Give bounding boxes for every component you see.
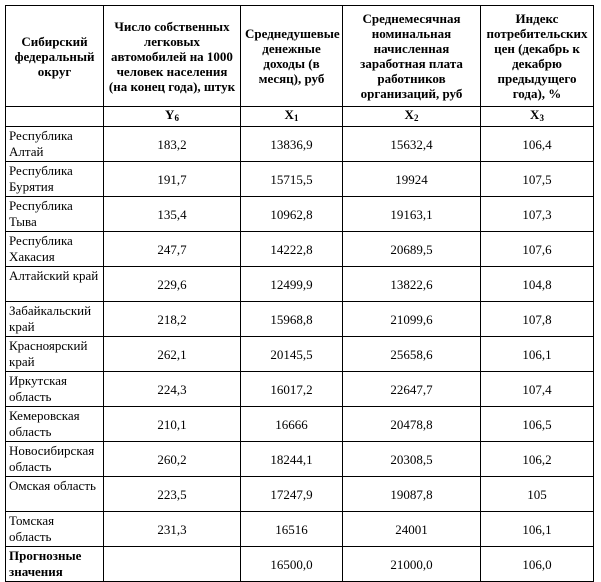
- income-value: 13836,9: [241, 127, 343, 162]
- table-row: [6, 512, 594, 547]
- region-name: Республика Алтай: [6, 127, 104, 162]
- region-name: Красноярский край: [6, 337, 104, 372]
- table-row: [6, 267, 594, 302]
- symbol-region: [6, 107, 104, 127]
- region-name: Забайкальский край: [6, 302, 104, 337]
- header-cars: Число собственных легковых автомобилей на 1000 человек населения (на конец года), штук: [104, 6, 241, 107]
- region-name: Омская область: [6, 477, 104, 512]
- header-salary: Среднемесячная номинальная начисленная заработная плата работников организаций, руб: [343, 6, 481, 107]
- income-value: 17247,9: [241, 477, 343, 512]
- cars-value: 210,1: [104, 407, 241, 442]
- cars-value: 247,7: [104, 232, 241, 267]
- forecast-cars-value: [104, 547, 241, 582]
- salary-value: 20689,5: [343, 232, 481, 267]
- cars-value: 135,4: [104, 197, 241, 232]
- salary-value: 22647,7: [343, 372, 481, 407]
- salary-value: 13822,6: [343, 267, 481, 302]
- table-row: [6, 162, 594, 197]
- table-row: [6, 372, 594, 407]
- symbol-x3: $X_3$: [481, 107, 594, 127]
- region-name: Республика Бурятия: [6, 162, 104, 197]
- header-income: Среднедушевые денежные доходы (в месяц), руб: [241, 6, 343, 107]
- salary-value: 24001: [343, 512, 481, 547]
- cars-value: 224,3: [104, 372, 241, 407]
- salary-value: 15632,4: [343, 127, 481, 162]
- cpi-value: 107,5: [481, 162, 594, 197]
- cars-value: 260,2: [104, 442, 241, 477]
- forecast-salary-value: 21000,0: [343, 547, 481, 582]
- header-row: [6, 6, 594, 107]
- forecast-label: Прогнозные значения: [6, 547, 104, 582]
- table-row: [6, 197, 594, 232]
- income-value: 10962,8: [241, 197, 343, 232]
- income-value: 16017,2: [241, 372, 343, 407]
- cars-value: 262,1: [104, 337, 241, 372]
- table-row: [6, 442, 594, 477]
- symbol-x2: $X_2$: [343, 107, 481, 127]
- region-name: Республика Хакасия: [6, 232, 104, 267]
- income-value: 18244,1: [241, 442, 343, 477]
- forecast-row: [6, 547, 594, 582]
- cpi-value: 107,8: [481, 302, 594, 337]
- cars-value: 229,6: [104, 267, 241, 302]
- salary-value: 19087,8: [343, 477, 481, 512]
- header-region: Сибирский федеральный округ: [6, 6, 104, 107]
- table-row: [6, 232, 594, 267]
- cpi-value: 106,2: [481, 442, 594, 477]
- cars-value: 223,5: [104, 477, 241, 512]
- region-name: Алтайский край: [6, 267, 104, 302]
- cpi-value: 107,3: [481, 197, 594, 232]
- table-row: [6, 127, 594, 162]
- income-value: 16516: [241, 512, 343, 547]
- region-name: Республика Тыва: [6, 197, 104, 232]
- cpi-value: 104,8: [481, 267, 594, 302]
- table-row: [6, 337, 594, 372]
- salary-value: 20308,5: [343, 442, 481, 477]
- symbol-y6: $Y_6$: [104, 107, 241, 127]
- cpi-value: 106,1: [481, 337, 594, 372]
- income-value: 14222,8: [241, 232, 343, 267]
- statistics-table: [5, 5, 594, 582]
- income-value: 15715,5: [241, 162, 343, 197]
- table-row: [6, 302, 594, 337]
- cars-value: 183,2: [104, 127, 241, 162]
- cpi-value: 105: [481, 477, 594, 512]
- cpi-value: 106,1: [481, 512, 594, 547]
- cars-value: 231,3: [104, 512, 241, 547]
- cpi-value: 106,4: [481, 127, 594, 162]
- region-name: Новосибирская область: [6, 442, 104, 477]
- symbol-x1: $X_1$: [241, 107, 343, 127]
- region-name: Иркутская область: [6, 372, 104, 407]
- symbol-row: [6, 107, 594, 127]
- income-value: 20145,5: [241, 337, 343, 372]
- salary-value: 25658,6: [343, 337, 481, 372]
- income-value: 15968,8: [241, 302, 343, 337]
- table-row: [6, 477, 594, 512]
- cpi-value: 107,4: [481, 372, 594, 407]
- cars-value: 218,2: [104, 302, 241, 337]
- salary-value: 21099,6: [343, 302, 481, 337]
- income-value: 12499,9: [241, 267, 343, 302]
- income-value: 16666: [241, 407, 343, 442]
- region-name: Томская область: [6, 512, 104, 547]
- forecast-income-value: 16500,0: [241, 547, 343, 582]
- cpi-value: 107,6: [481, 232, 594, 267]
- table-row: [6, 407, 594, 442]
- region-name: Кемеровская область: [6, 407, 104, 442]
- salary-value: 20478,8: [343, 407, 481, 442]
- forecast-cpi-value: 106,0: [481, 547, 594, 582]
- salary-value: 19163,1: [343, 197, 481, 232]
- cpi-value: 106,5: [481, 407, 594, 442]
- salary-value: 19924: [343, 162, 481, 197]
- header-cpi: Индекс потребительских цен (декабрь к декабрю предыдущего года), %: [481, 6, 594, 107]
- cars-value: 191,7: [104, 162, 241, 197]
